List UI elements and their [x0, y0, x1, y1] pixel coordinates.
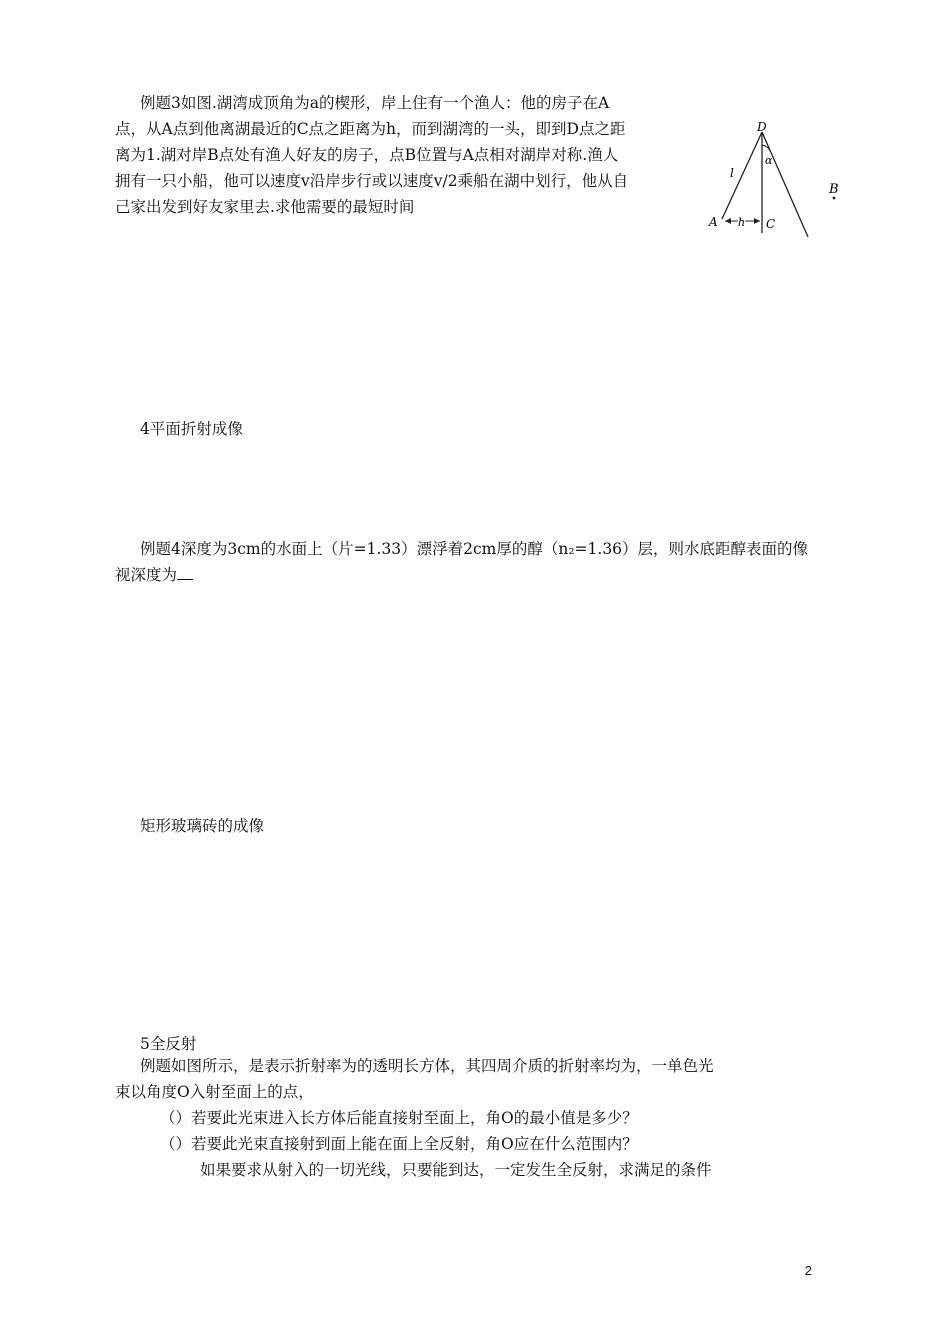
example4-line-2-text: 视深度为 — [115, 566, 178, 584]
section5-line-2: 束以角度O入射至面上的点， — [115, 1083, 314, 1101]
example4-line-1: 例题4深度为3cm的水面上（片=1.33）漂浮着2cm厚的醇（n₂=1.36）层，则水底距醇表面的像 — [140, 540, 809, 558]
label-D: D — [757, 120, 767, 134]
bay-wedge-figure — [700, 115, 850, 245]
example3-line-2: 点，从A点到他离湖最近的C点之距离为h，而到湖湾的一头，即到D点之距 — [115, 120, 626, 138]
label-h: h — [738, 216, 746, 229]
example3-line-4: 拥有一只小船，他可以速度v沿岸步行或以速度v/2乘船在湖中划行，他从自 — [115, 172, 629, 190]
section5-title: 5全反射 — [140, 1035, 197, 1053]
page-number: 2 — [804, 1263, 812, 1278]
section5-line-1: 例题如图所示，是表示折射率为的透明长方体，其四周介质的折射率均为，一单色光 — [140, 1057, 714, 1075]
example3-line-1: 例题3如图.湖湾成顶角为a的楔形，岸上住有一个渔人：他的房子在A — [140, 94, 610, 112]
section5-question-1: （）若要此光束进入长方体后能直接射至面上，角O的最小值是多少？ — [160, 1109, 638, 1127]
example4-line-2 — [115, 564, 193, 586]
label-l: l — [730, 166, 734, 180]
label-A: A — [709, 215, 718, 229]
rect-glass-title: 矩形玻璃砖的成像 — [140, 817, 265, 835]
example3-line-3: 离为1.湖对岸B点处有渔人好友的房子，点B位置与A点相对湖岸对称.渔人 — [115, 146, 619, 164]
section4-title: 4平面折射成像 — [140, 420, 243, 438]
answer-blank — [177, 565, 193, 580]
section5-question-3: 如果要求从射入的一切光线，只要能到达，一定发生全反射，求满足的条件 — [200, 1161, 712, 1179]
label-alpha: α — [765, 154, 773, 167]
label-C: C — [766, 217, 776, 231]
label-B: B — [829, 182, 839, 197]
example3-line-5: 己家出发到好友家里去.求他需要的最短时间 — [115, 198, 415, 216]
section5-question-2: （）若要此光束直接射到面上能在面上全反射，角O应在什么范围内？ — [160, 1135, 638, 1153]
